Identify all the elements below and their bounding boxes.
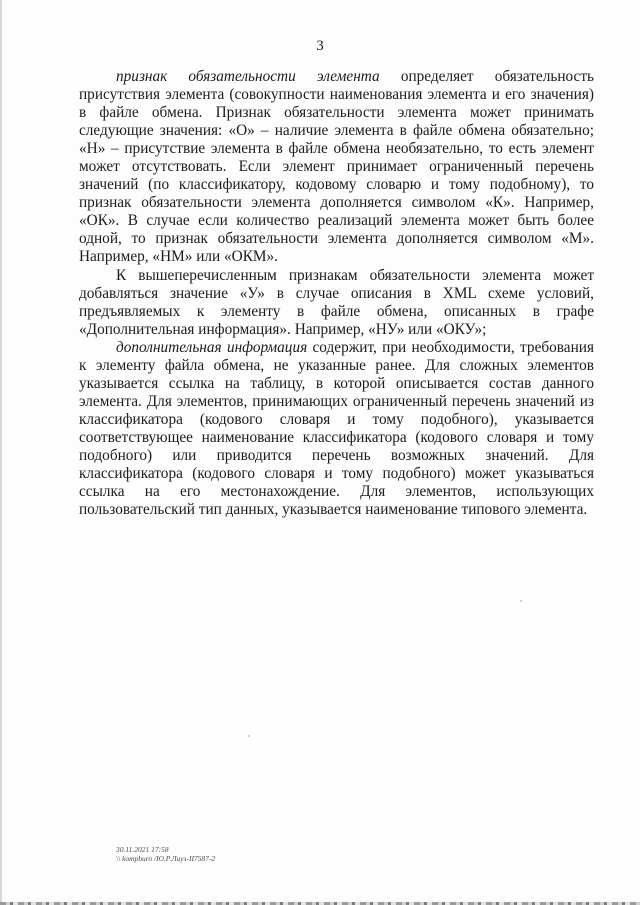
print-timestamp: 30.11.2021 17:58 (116, 845, 169, 854)
paragraph-text: К вышеперечисленным признакам обязательности элемента может добавляться значение «У» в случае описания в XML схеме условий, предъявляемых к элементу в файле обмена, описанных в графе «Дополнительная информация». Например, «НУ» или «ОКУ»; (79, 266, 594, 338)
paragraph-mandatory-flag (79, 68, 594, 267)
document-body (79, 68, 594, 519)
scan-speck (520, 600, 522, 602)
paragraph-text: содержит, при необходимости, требования к элементу файла обмена, не указанные ранее. Для сложных элементов указывается ссылка на таблицу, в которой описывается состав данного элемента. Для элементов, принимающих ограниченный перечень значений из классификатора (кодового словаря и тому подобного), указывается соответствующее наименование классификатора (кодового словаря и тому подобного) или приводится перечень возможных значений. Для классификатора (кодового словаря и тому подобного) может указываться ссылка на его местонахождение. Для элементов, использующих пользовательский тип данных, указывается наименование типового элемента. (79, 338, 595, 519)
paragraph-additional-info (79, 339, 594, 519)
term-mandatory-flag: признак обязательности элемента (116, 68, 380, 85)
print-signature: \\ kompburo /Ю.Р.Лиуз-II7587-2 (116, 854, 216, 863)
term-additional-info: дополнительная информация (116, 338, 308, 356)
scan-speck (248, 735, 250, 737)
print-stamp (116, 845, 215, 863)
scan-edge-left (0, 0, 2, 905)
page-number: 3 (316, 38, 324, 54)
paragraph-condition-flag (79, 267, 594, 339)
paragraph-text: определяет обязательность присутствия элемента (совокупности наименования элемента и его значения) в файле обмена. Признак обязательности элемента может принимать следующие значения: «О» – наличие элемента в файле обмена обязательно; «Н» – присутствие элемента в файле обмена необязательно, то есть элемент может отсутствовать. Если элемент принимает ограниченный перечень значений (по классификатору, кодовому словарю и тому подобному), то признак обязательности элемента дополняется символом «К». Например, «ОК». В случае если количество реализаций элемента может быть более одной, то признак обязательности элемента дополняется символом «М». Например, «НМ» или «ОКМ». (79, 68, 594, 266)
